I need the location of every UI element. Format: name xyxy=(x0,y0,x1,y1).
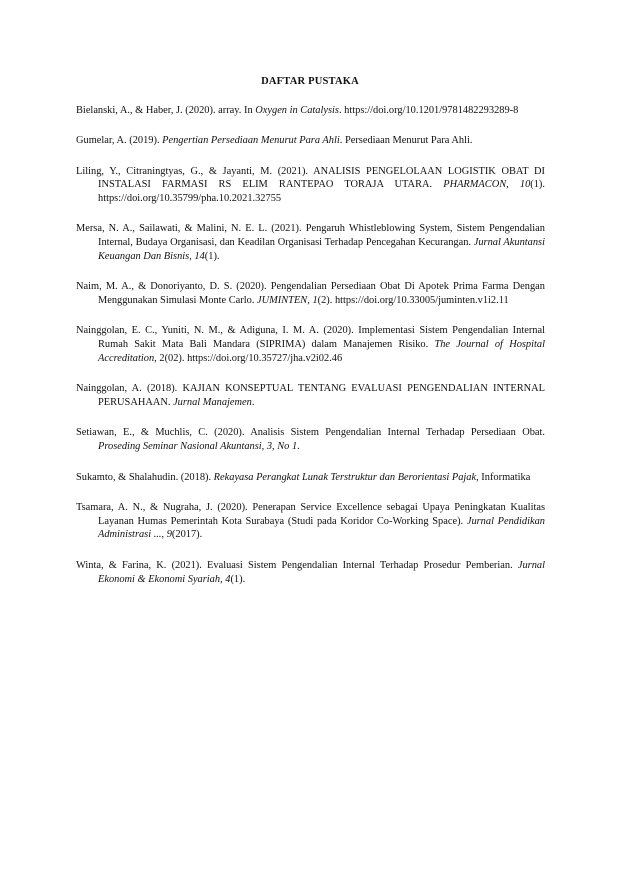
reference-details: , xyxy=(307,295,313,307)
reference-source-title: Rekayasa Perangkat Lunak Terstruktur dan Berorientasi Pajak xyxy=(213,471,477,483)
reference-item xyxy=(76,165,545,206)
reference-details: (1). xyxy=(204,251,220,263)
reference-details: . xyxy=(251,397,255,409)
reference-source-title: Proseding Seminar Nasional Akuntansi, 3, No 1 xyxy=(98,441,298,453)
reference-details: , xyxy=(161,529,167,541)
reference-author: Setiawan, E., & Muchlis, C. (2020). Analisis Sistem Pengendalian Internal Terhadap Persediaan Obat. xyxy=(76,427,545,439)
reference-source-title: Jurnal Manajemen xyxy=(173,397,252,409)
reference-item xyxy=(76,382,545,410)
reference-item xyxy=(76,222,545,263)
reference-author: Winta, & Farina, K. (2021). Evaluasi Sistem Pengendalian Internal Terhadap Prosedur Pemberian. xyxy=(76,559,518,571)
reference-details: . Persediaan Menurut Para Ahli. xyxy=(339,135,473,147)
reference-list xyxy=(76,104,545,603)
reference-author: Tsamara, A. N., & Nugraha, J. (2020). Penerapan Service Excellence sebagai Upaya Peningkatan Kualitas Layanan Humas Pemerintah Kota Surabaya (Studi pada Koridor Co-Working Space). xyxy=(76,501,545,527)
reference-author: Liling, Y., Citraningtyas, G., & Jayanti, M. (2021). ANALISIS PENGELOLAAN LOGISTIK OBAT DI INSTALASI FARMASI RS ELIM RANTEPAO TORAJA UTARA. xyxy=(76,165,545,191)
reference-volume: 1 xyxy=(312,295,318,307)
reference-source-title: The Journal of Hospital Accreditation xyxy=(98,339,545,365)
reference-source-title: Pengertian Persediaan Menurut Para Ahli xyxy=(162,135,340,147)
reference-item xyxy=(76,324,545,365)
reference-details: , 2(02). https://doi.org/10.35727/jha.v2i02.46 xyxy=(154,353,343,365)
reference-source-title: JUMINTEN xyxy=(257,295,308,307)
reference-item xyxy=(76,104,545,118)
reference-tail: (2). https://doi.org/10.33005/juminten.v1i2.11 xyxy=(317,295,509,307)
page-title: DAFTAR PUSTAKA xyxy=(261,76,359,87)
reference-tail: (2017). xyxy=(171,529,203,541)
reference-details: . https://doi.org/10.1201/9781482293289-8 xyxy=(338,105,519,116)
reference-volume: 9 xyxy=(166,529,172,541)
reference-item xyxy=(76,134,545,148)
reference-source-title: Oxygen in Catalysis xyxy=(255,105,339,116)
reference-item xyxy=(76,559,545,587)
reference-source-title: Jurnal Ekonomi & Ekonomi Syariah, 4 xyxy=(98,559,545,585)
reference-author: Mersa, N. A., Sailawati, & Malini, N. E. L. (2021). Pengaruh Whistleblowing System, Sistem Pengendalian Internal, Budaya Organisasi, dan Keadilan Organisasi Terhadap Pencegahan Kecurangan. xyxy=(76,223,545,249)
reference-author: Sukamto, & Shalahudin. (2018). xyxy=(76,471,214,483)
reference-author: Naim, M. A., & Donoriyanto, D. S. (2020). Pengendalian Persediaan Obat Di Apotek Prima Farma Dengan Menggunakan Simulasi Monte Carlo. xyxy=(76,281,545,307)
reference-source-title: PHARMACON, 10 xyxy=(443,179,531,191)
reference-author: Nainggolan, A. (2018). KAJIAN KONSEPTUAL TENTANG EVALUASI PENGENDALIAN INTERNAL PERUSAHAAN. xyxy=(76,383,545,409)
reference-author: Gumelar, A. (2019). xyxy=(76,135,163,147)
reference-details: . xyxy=(297,441,300,453)
reference-source-title: Jurnal Pendidikan Administrasi ... xyxy=(98,515,545,541)
reference-details: (1). xyxy=(230,573,246,585)
reference-details: (1). https://doi.org/10.35799/pha.10.2021.32755 xyxy=(98,179,545,205)
reference-item xyxy=(76,501,545,542)
reference-item xyxy=(76,280,545,308)
reference-item xyxy=(76,426,545,454)
reference-author: Nainggolan, E. C., Yuniti, N. M., & Adiguna, I. M. A. (2020). Implementasi Sistem Pengendalian Internal Rumah Sakit Mata Bali Mandara (SIPRIMA) dalam Manajemen Risiko. xyxy=(76,325,545,351)
reference-details: , Informatika xyxy=(476,471,531,483)
reference-source-title: Jurnal Akuntansi Keuangan Dan Bisnis, 14 xyxy=(98,237,545,263)
reference-author: Bielanski, A., & Haber, J. (2020). array. In xyxy=(76,105,256,116)
reference-item xyxy=(76,471,545,485)
